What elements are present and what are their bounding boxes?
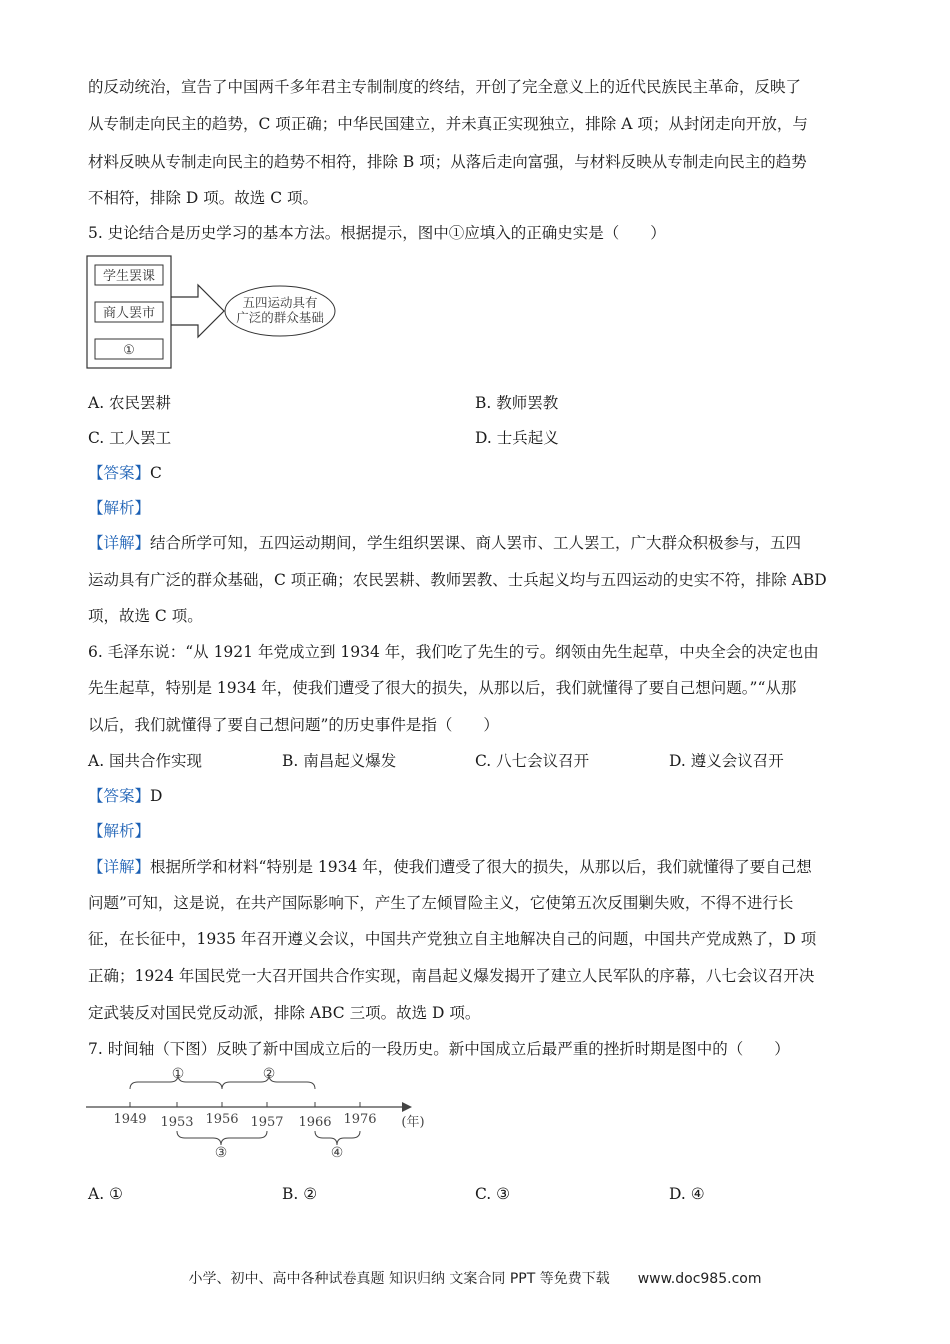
detail-text: 结合所学可知，五四运动期间，学生组织罢课、商人罢市、工人罢工，广大群众积极参与，五四: [150, 534, 802, 552]
q6-option-b: B. 南昌起义爆发: [282, 752, 397, 770]
q6-detail-line: 正确；1924 年国民党一大召开国共合作实现，南昌起义爆发揭开了建立人民军队的序幕，八七会议召开决: [88, 967, 815, 985]
q6-stem-line: 以后，我们就懂得了要自己想问题”的历史事件是指（ ）: [88, 716, 499, 734]
q6-option-c: C. 八七会议召开: [475, 752, 590, 770]
detail-tag: 【详解】: [88, 534, 151, 552]
q6-detail-line: 问题”可知，这是说，在共产国际影响下，产生了左倾冒险主义，它使第五次反围剿失败，不得不进行长: [88, 894, 794, 912]
analysis-tag: 【解析】: [88, 499, 151, 517]
answer-value: C: [150, 464, 162, 482]
q6-stem-line: 6. 毛泽东说：“从 1921 年党成立到 1934 年，我们吃了先生的亏。纲领由先生起草，中央全会的决定也由: [88, 643, 819, 661]
answer-tag: 【答案】: [88, 787, 151, 805]
q6-detail-line: 定武装反对国民党反动派，排除 ABC 三项。故选 D 项。: [88, 1004, 481, 1022]
q5-answer: [88, 462, 162, 484]
intro-line: 的反动统治，宣告了中国两千多年君主专制制度的终结，开创了完全意义上的近代民族民主革命，反映了: [88, 78, 802, 96]
year-label-1957: 1957: [250, 1115, 284, 1130]
q7-option-d: D. ④: [669, 1185, 705, 1203]
answer-value: D: [150, 787, 163, 805]
q7-option-a: A. ①: [88, 1185, 123, 1203]
year-label-1949: 1949: [113, 1112, 147, 1127]
diagram-box-students-label: 学生罢课: [102, 269, 156, 284]
q5-analysis-tag: [88, 497, 150, 519]
timeline-arrowhead: [402, 1102, 412, 1112]
q5-detail-line: 运动具有广泛的群众基础，C 项正确；农民罢耕、教师罢教、士兵起义均与五四运动的史实不符，排除 ABD: [88, 571, 827, 589]
detail-tag: 【详解】: [88, 858, 151, 876]
q6-option-d: D. 遵义会议召开: [669, 752, 784, 770]
q5-option-a: A. 农民罢耕: [88, 394, 172, 412]
q5-stem: 5. 史论结合是历史学习的基本方法。根据提示，图中①应填入的正确史实是（ ）: [88, 224, 666, 242]
q6-stem-line: 先生起草，特别是 1934 年，使我们遭受了很大的损失，从那以后，我们就懂得了要自己想问题。”“从那: [88, 679, 797, 697]
diagram-box-blank-label: ①: [123, 343, 135, 358]
intro-line: 材料反映从专制走向民主的趋势不相符，排除 B 项；从落后走向富强，与材料反映从专制走向民主的趋势: [88, 153, 807, 171]
diagram-ellipse-line2: 广泛的群众基础: [236, 310, 324, 325]
year-label-1976: 1976: [343, 1112, 377, 1127]
q7-timeline: [86, 1064, 436, 1160]
q5-option-b: B. 教师罢教: [475, 394, 559, 412]
diagram-arrow: [171, 285, 224, 337]
brace-3-label: ③: [214, 1145, 228, 1160]
brace-2-label: ②: [262, 1066, 276, 1082]
q6-option-a: A. 国共合作实现: [88, 752, 203, 770]
intro-line: 不相符，排除 D 项。故选 C 项。: [88, 189, 318, 207]
q6-detail-line: [88, 856, 812, 878]
answer-tag: 【答案】: [88, 464, 151, 482]
page-footer: 小学、初中、高中各种试卷真题 知识归纳 文案合同 PPT 等免费下载 www.doc985.com: [188, 1271, 762, 1287]
q7-option-c: C. ③: [475, 1185, 511, 1203]
intro-line: 从专制走向民主的趋势，C 项正确；中华民国建立，并未真正实现独立，排除 A 项；从封闭走向开放，与: [88, 115, 808, 133]
diagram-box-merchants-label: 商人罢市: [102, 306, 156, 321]
q5-detail-line: [88, 532, 801, 554]
brace-1-label: ①: [171, 1066, 185, 1082]
year-label-1966: 1966: [298, 1115, 332, 1130]
brace-4-label: ④: [330, 1145, 344, 1160]
q6-analysis-tag: [88, 820, 150, 842]
diagram-ellipse-line1: 五四运动具有: [242, 295, 318, 310]
q5-option-c: C. 工人罢工: [88, 429, 172, 447]
brace-4: [315, 1131, 360, 1145]
year-label-1956: 1956: [205, 1112, 239, 1127]
year-label-1953: 1953: [160, 1115, 194, 1130]
timeline-unit: (年): [401, 1115, 425, 1130]
analysis-tag: 【解析】: [88, 822, 151, 840]
q6-answer: [88, 785, 162, 807]
q7-option-b: B. ②: [282, 1185, 318, 1203]
q5-diagram: [86, 255, 346, 371]
brace-3: [177, 1131, 267, 1145]
q7-stem: 7. 时间轴（下图）反映了新中国成立后的一段历史。新中国成立后最严重的挫折时期是图中的（ ）: [88, 1040, 790, 1058]
q5-detail-line: 项，故选 C 项。: [88, 607, 203, 625]
q5-option-d: D. 士兵起义: [475, 429, 559, 447]
q6-detail-line: 征，在长征中，1935 年召开遵义会议，中国共产党独立自主地解决自己的问题，中国共产党成熟了，D 项: [88, 930, 817, 948]
detail-text: 根据所学和材料“特别是 1934 年，使我们遭受了很大的损失，从那以后，我们就懂得了要自己想: [150, 858, 812, 876]
